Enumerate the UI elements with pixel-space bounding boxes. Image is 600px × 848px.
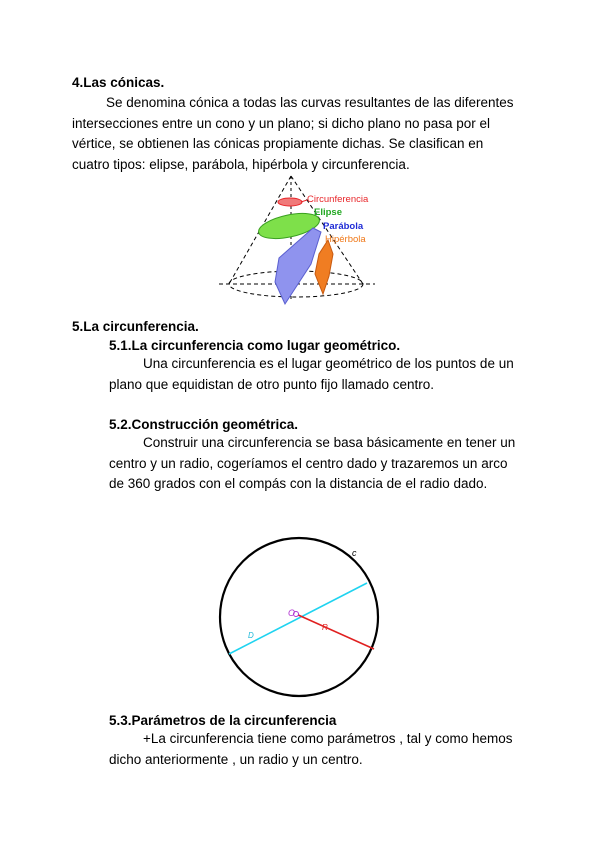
label-hiperbola: Hipérbola [325,234,366,245]
subsection-body: Una circunferencia es el lugar geométrico de los puntos de un plano que equidistan de otro punto fijo llamado centro. [109,356,514,392]
label-circle: c [352,548,357,558]
label-radius: R [322,623,328,632]
circumference-section [278,198,302,206]
circle [220,538,378,696]
subsection-body: Construir una circunferencia se basa básicamente en tener un centro y un radio, cogeríamos el centro dado y trazaremos un arco de 360 grados con el compás con la distancia de el radio dado. [109,435,516,491]
subsection-heading: 5.3.Parámetros de la circunferencia [109,713,337,728]
subsection-body: +La circunferencia tiene como parámetros , tal y como hemos dicho anteriormente , un radio y un centro. [109,731,513,767]
section-heading: 4.Las cónicas. [72,75,165,90]
cone-conics-figure [215,172,395,310]
label-parabola: Parábola [323,221,364,232]
parabola-section [275,228,321,304]
section-body: Se denomina cónica a todas las curvas resultantes de las diferentes intersecciones entre un cono y un plano; si dicho plano no pasa por el vértice, se obtienen las cónicas propiamente dichas. Se clasifican en cuatro tipos: elipse, parábola, hipérbola y circunferencia. [72,95,514,172]
diameter-line [229,583,367,654]
subsection-heading: 5.2.Construcción geométrica. [109,417,299,432]
label-center: O [288,608,296,618]
label-diameter: D [248,631,254,640]
section-heading: 5.La circunferencia. [72,319,199,334]
circle-figure [212,532,388,712]
radius-line [296,614,374,649]
label-elipse: Elipse [314,207,342,218]
label-circunferencia: Circunferencia [307,194,369,205]
hyperbola-section [315,240,333,294]
subsection-heading: 5.1.La circunferencia como lugar geométrico. [109,338,401,353]
